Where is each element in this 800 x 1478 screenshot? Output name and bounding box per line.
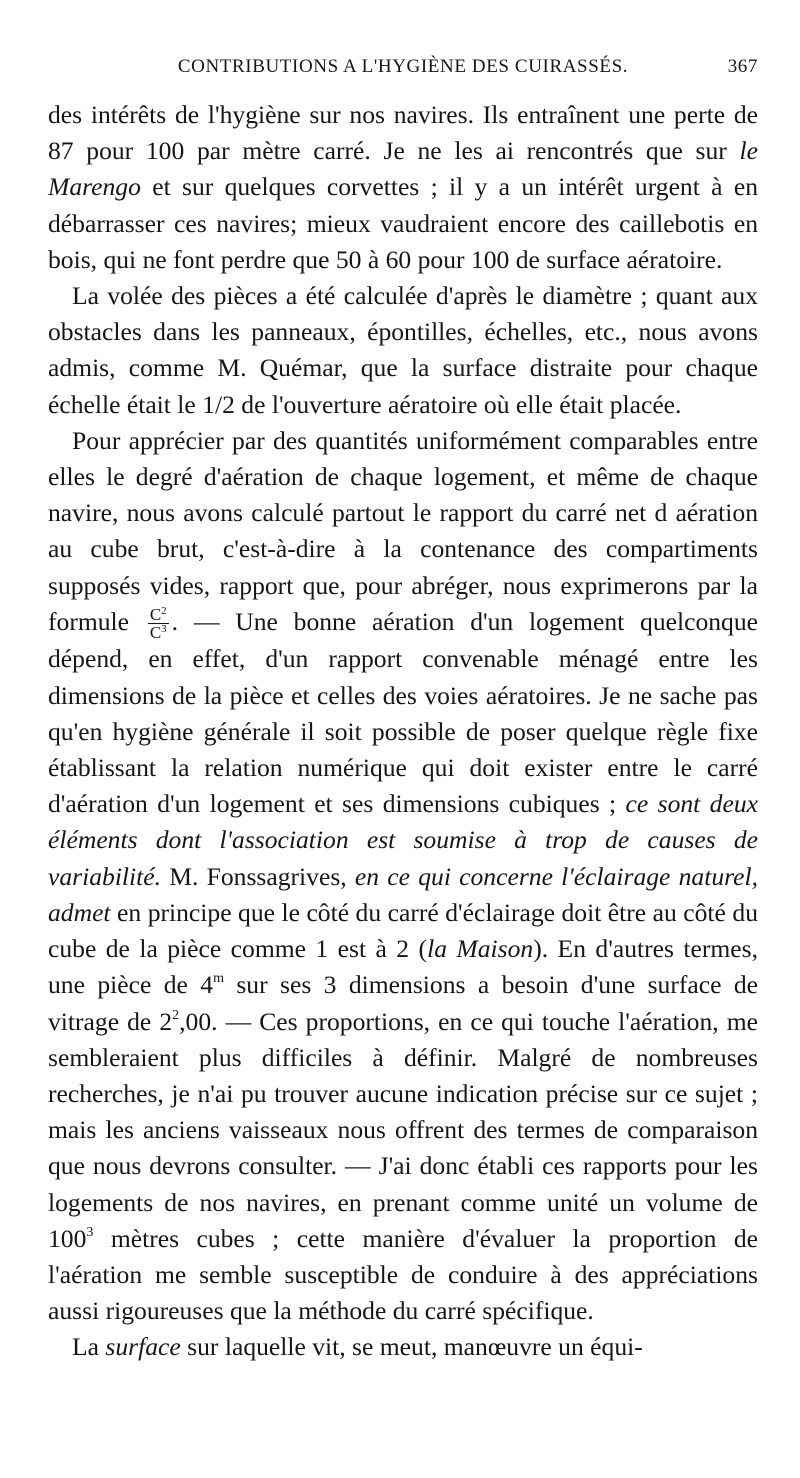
running-header bbox=[48, 56, 758, 90]
unit-superscript: 3 bbox=[86, 1224, 94, 1240]
paragraph-text: ,00. — Ces proportions, en ce qui touche l'aération, me sembleraient plus difficiles à définir. Malgré de nombreuses recherches, je n'ai pu trouver aucune indication précise sur ce sujet ; mais les anciens vaisseaux nous offrent des termes de comparaison que nous devrons consulter. — J'ai donc établi ces rapports pour les logements de nos navires, en prenant comme unité un volume de 100 bbox=[48, 1006, 758, 1253]
italic-text: surface bbox=[105, 1332, 181, 1362]
paragraph-text: M. Fonssagrives, bbox=[161, 861, 355, 891]
page-number: 367 bbox=[727, 56, 758, 77]
paragraph-text: mètres cubes ; cette manière d'évaluer la proportion de l'aération me semble susceptible de conduire à des appréciations aussi rigoureuses que la méthode du carré spécifique. bbox=[48, 1223, 758, 1326]
unit-superscript: m bbox=[213, 971, 224, 987]
paragraph-text: Pour apprécier par des quantités uniformément comparables entre elles le degré d'aération de chaque logement, et même de chaque navire, nous avons calculé partout le rapport du carré net d aération au cube brut, c'est-à-dire à la contenance des compartiments supposés vides, rapport que, pour abréger, nous exprimerons par la formule bbox=[48, 425, 758, 636]
formula-den-exp: 3 bbox=[161, 623, 167, 636]
italic-text: en ce qui concerne l'éclairage naturel, admet bbox=[48, 861, 758, 927]
paragraph-text: ). En d'autres termes, une pièce de 4 bbox=[48, 934, 758, 1000]
formula-num-base: C bbox=[149, 605, 162, 625]
paragraph-text: des intérêts de l'hygiène sur nos navires. Ils entraînent une perte de 87 pour 100 par mètre carré. Je ne les ai rencontrés que sur bbox=[48, 100, 758, 166]
formula-fraction bbox=[148, 606, 169, 641]
paragraph-text: sur laquelle vit, se meut, manœuvre un équi- bbox=[180, 1332, 643, 1362]
paragraph-3 bbox=[48, 423, 758, 1330]
paragraph-2: La volée des pièces a été calculée d'après le diamètre ; quant aux obstacles dans les panneaux, épontilles, échelles, etc., nous avons admis, comme M. Quémar, que la surface distraite pour chaque échelle était le 1/2 de l'ouverture aératoire où elle était placée. bbox=[48, 281, 758, 419]
ship-name: le Marengo bbox=[48, 136, 758, 202]
paragraph-text: La bbox=[72, 1332, 106, 1362]
formula-den-base: C bbox=[149, 623, 162, 643]
running-title: CONTRIBUTIONS A L'HYGIÈNE DES CUIRASSÉS. bbox=[177, 56, 629, 77]
text-body bbox=[48, 97, 758, 1366]
paragraph-text: et sur quelques corvettes ; il y a un intérêt urgent à en débarrasser ces navires; mieux vaudraient encore des caillebotis en bois, qui ne font perdre que 50 à 60 pour 100 de surface aératoire. bbox=[48, 172, 758, 274]
paragraph-4 bbox=[48, 1329, 758, 1365]
paragraph-text: en principe que le côté du carré d'éclairage doit être au côté du cube de la pièce comme 1 est à 2 ( bbox=[48, 897, 758, 964]
paragraph-text: . — Une bonne aération d'un logement quelconque dépend, en effet, d'un rapport convenable ménagé entre les dimensions de la pièce et celles des voies aératoires. Je ne sache pas qu'en hygiène générale il soit possible de poser quelque règle fixe établissant la relation numérique qui doit exister entre le carré d'aération d'un logement et ses dimensions cubiques ; bbox=[48, 606, 758, 819]
formula-denominator bbox=[148, 624, 169, 641]
formula-num-exp: 2 bbox=[161, 605, 167, 618]
formula-numerator bbox=[148, 606, 169, 624]
paragraph-1 bbox=[48, 97, 758, 278]
italic-text: ce sont deux éléments dont l'association est soumise à trop de causes de variabilité. bbox=[48, 789, 758, 891]
paragraph-text: sur ses 3 dimensions a besoin d'une surface de vitrage de 2 bbox=[48, 970, 758, 1036]
book-title: la Maison bbox=[427, 934, 534, 964]
unit-superscript: 2 bbox=[172, 1007, 180, 1023]
